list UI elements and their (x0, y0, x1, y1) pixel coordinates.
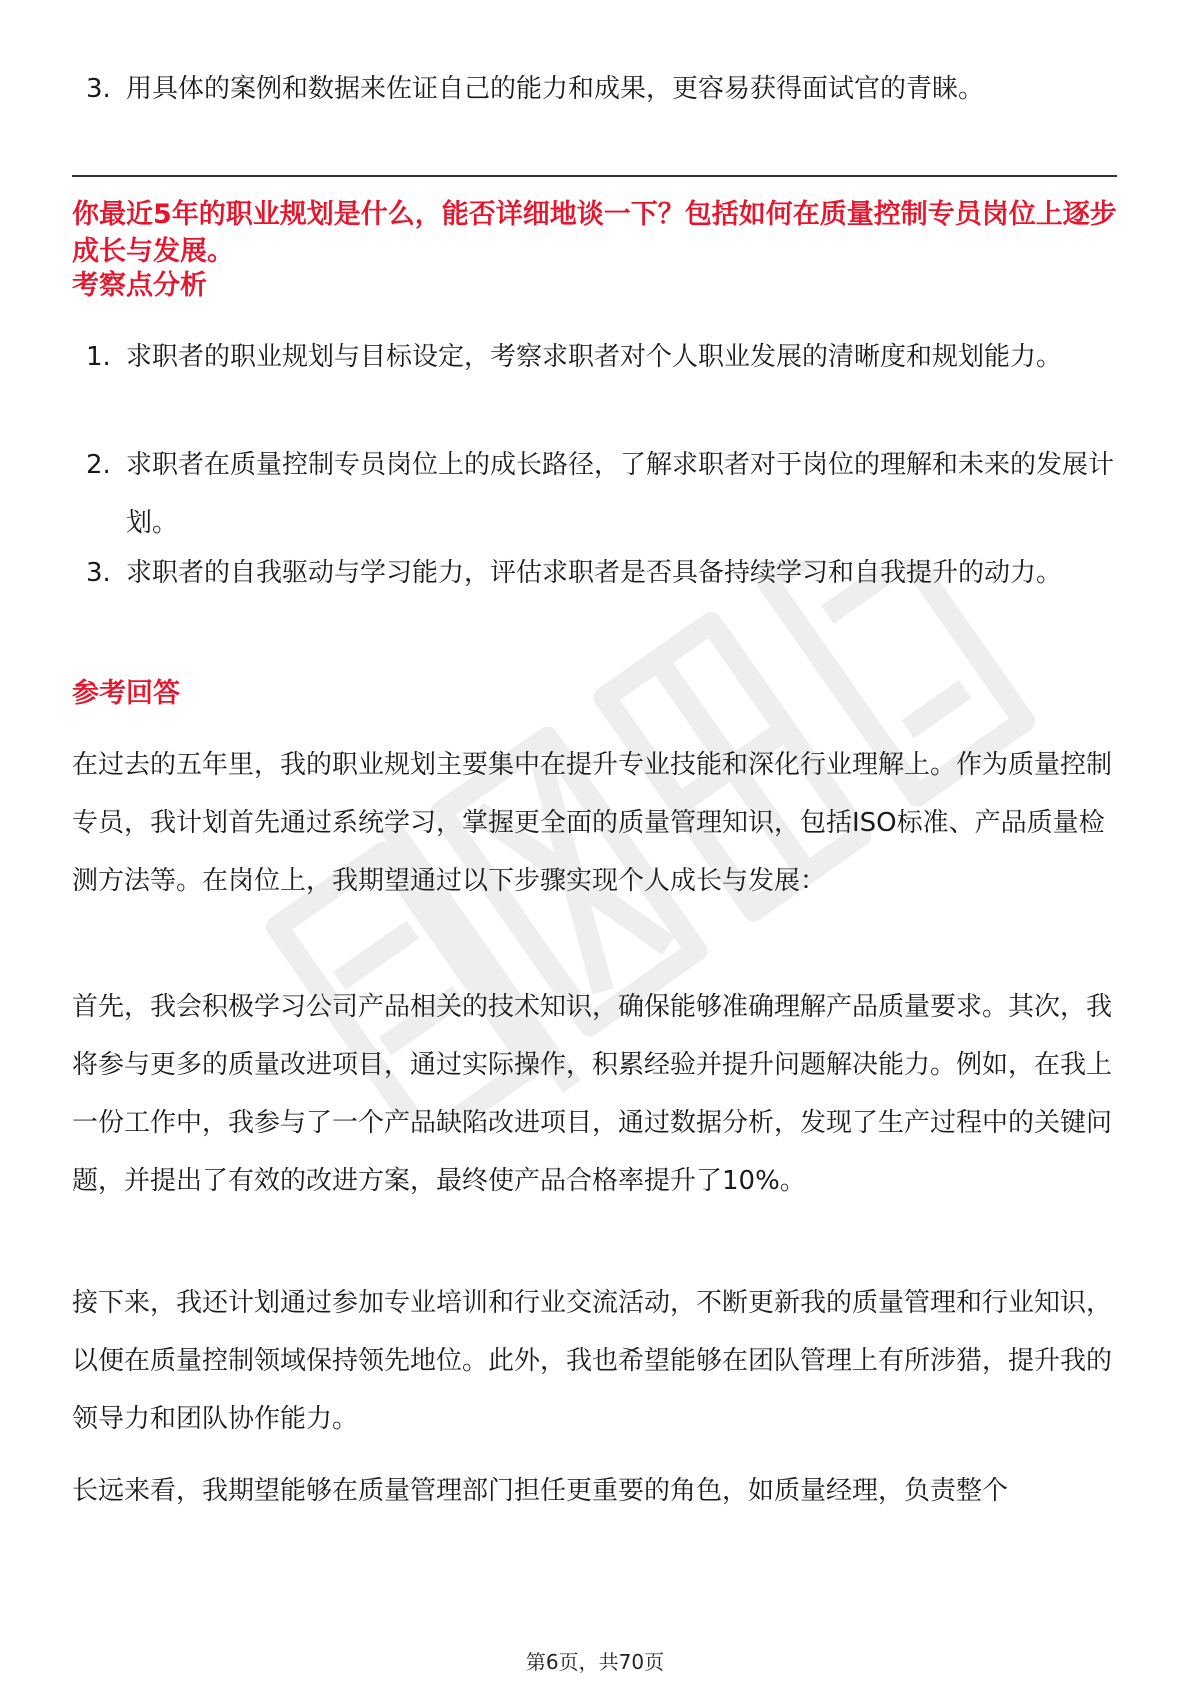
list-item-text: 求职者在质量控制专员岗位上的成长路径，了解求职者对于岗位的理解和未来的发展计划。 (126, 450, 1115, 538)
page-number: 第6页，共70页 (525, 1650, 665, 1674)
answer-title: 参考回答 (72, 678, 180, 709)
interview-question: 你最近5年的职业规划是什么，能否详细地谈一下？包括如何在质量控制专员岗位上逐步成长与发展。 (72, 199, 1117, 267)
list-item-text: 用具体的案例和数据来佐证自己的能力和成果，更容易获得面试官的青睐。 (126, 74, 985, 104)
list-item-text: 求职者的自我驱动与学习能力，评估求职者是否具备持续学习和自我提升的动力。 (126, 558, 1063, 588)
analysis-title: 考察点分析 (72, 270, 207, 301)
list-item-text: 求职者的职业规划与目标设定，考察求职者对个人职业发展的清晰度和规划能力。 (126, 342, 1063, 372)
list-item-number: 3. (86, 558, 111, 588)
answer-paragraph: 长远来看，我期望能够在质量管理部门担任更重要的角色，如质量经理，负责整个 (72, 1476, 1009, 1506)
section-divider (72, 175, 1117, 177)
list-item-number: 2. (86, 450, 111, 480)
answer-paragraph: 首先，我会积极学习公司产品相关的技术知识，确保能够准确理解产品质量要求。其次，我将参与更多的质量改进项目，通过实际操作，积累经验并提升问题解决能力。例如，在我上一份工作中，我参与了一个产品缺陷改进项目，通过数据分析，发现了生产过程中的关键问题，并提出了有效的改进方案，最终使产品合格率提升了10%。 (72, 992, 1113, 1196)
answer-paragraph: 在过去的五年里，我的职业规划主要集中在提升专业技能和深化行业理解上。作为质量控制专员，我计划首先通过系统学习，掌握更全面的质量管理知识，包括ISO标准、产品质量检测方法等。在岗位上，我期望通过以下步骤实现个人成长与发展： (72, 750, 1113, 896)
list-item-number: 3. (86, 74, 111, 104)
answer-paragraph: 接下来，我还计划通过参加专业培训和行业交流活动，不断更新我的质量管理和行业知识，以便在质量控制领域保持领先地位。此外，我也希望能够在团队管理上有所涉猎，提升我的领导力和团队协作能力。 (72, 1288, 1113, 1434)
list-item-number: 1. (86, 342, 111, 372)
